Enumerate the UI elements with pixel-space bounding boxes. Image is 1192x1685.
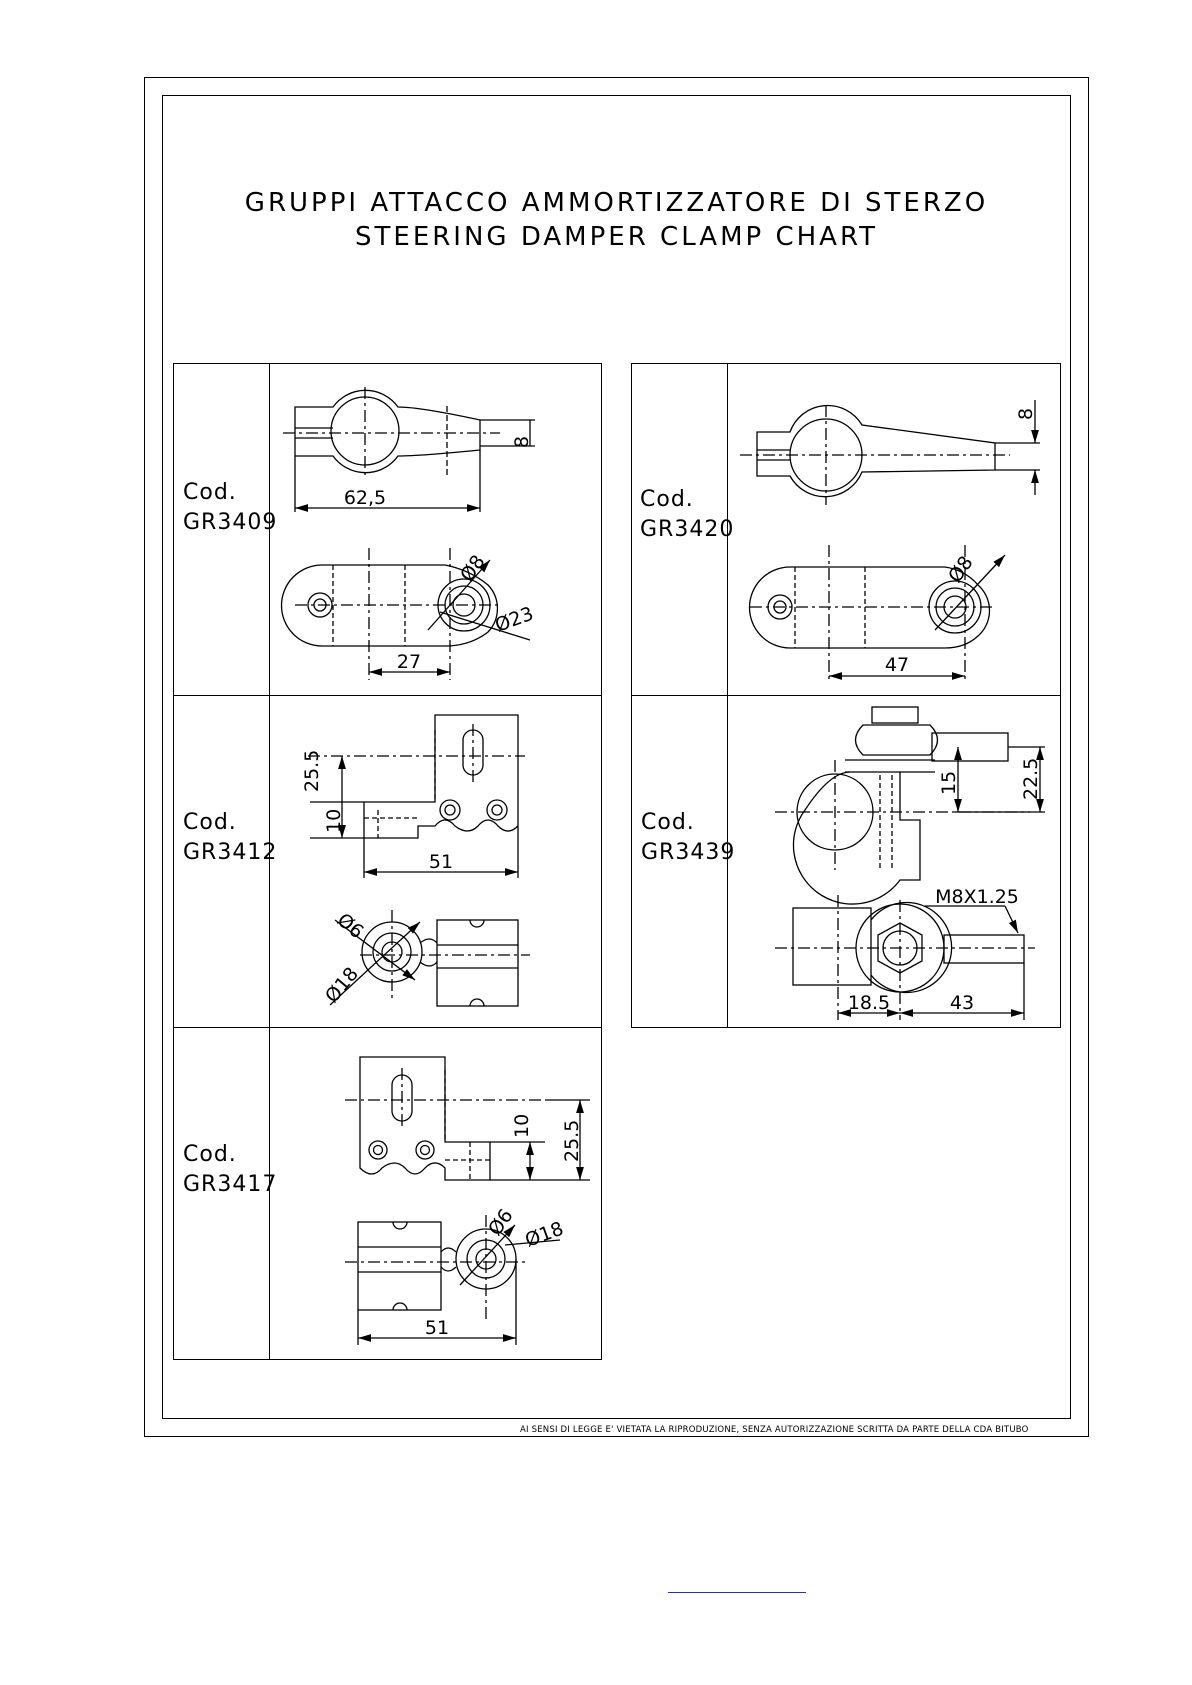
dim-18-5: 18.5 xyxy=(847,992,891,1014)
gr3439-top-view xyxy=(775,895,1035,1020)
gr3420-top-view xyxy=(740,400,1040,505)
code-value: GR3412 xyxy=(183,840,278,865)
hyperlink-underline[interactable] xyxy=(668,1591,806,1593)
dim-dia-6-gr3412: Ø6 xyxy=(332,908,368,944)
chart-title-english: STEERING DAMPER CLAMP CHART xyxy=(355,222,878,252)
dim-dia-8-gr3420: Ø8 xyxy=(944,552,978,587)
dim-10: 10 xyxy=(323,808,345,833)
code-value: GR3439 xyxy=(641,840,736,865)
dim-25-5: 25.5 xyxy=(301,749,323,792)
dim-25-5-gr3417: 25.5 xyxy=(561,1119,583,1162)
copyright-notice: AI SENSI DI LEGGE E' VIETATA LA RIPRODUZIONE, SENZA AUTORIZZAZIONE SCRITTA DA PARTE DELLA CDA BITUBO xyxy=(520,1425,1029,1435)
dim-10-gr3417: 10 xyxy=(511,1113,533,1138)
code-value: GR3417 xyxy=(183,1172,278,1197)
dim-62-5: 62,5 xyxy=(343,487,387,509)
dim-15: 15 xyxy=(938,770,960,795)
gr3409-top-view xyxy=(283,387,535,512)
dim-47: 47 xyxy=(884,654,910,676)
code-prefix: Cod. xyxy=(183,1142,237,1167)
gr3417-front-view xyxy=(345,1057,590,1180)
dim-dia-18-gr3412: Ø18 xyxy=(320,963,363,1008)
code-prefix: Cod. xyxy=(183,480,237,505)
dim-51-gr3412: 51 xyxy=(428,851,454,873)
code-prefix: Cod. xyxy=(183,810,237,835)
chart-title-italian: GRUPPI ATTACCO AMMORTIZZATORE DI STERZO xyxy=(244,188,989,218)
dim-22-5: 22.5 xyxy=(1020,757,1042,800)
dim-dia-23: Ø23 xyxy=(492,602,537,637)
dim-51-gr3417: 51 xyxy=(424,1317,450,1339)
dim-43: 43 xyxy=(949,992,975,1014)
dim-27: 27 xyxy=(396,651,422,673)
dim-m8x1-25: M8X1.25 xyxy=(935,886,1019,908)
code-prefix: Cod. xyxy=(641,810,695,835)
code-prefix: Cod. xyxy=(640,487,694,512)
code-value: GR3409 xyxy=(183,510,278,535)
dim-8-top: 8 xyxy=(511,435,533,448)
dim-dia-8: Ø8 xyxy=(456,551,490,586)
code-value: GR3420 xyxy=(640,517,735,542)
dim-dia-6-gr3417: Ø6 xyxy=(484,1205,518,1240)
dim-8-gr3420: 8 xyxy=(1015,407,1037,420)
gr3439-front-view xyxy=(775,707,1045,904)
dim-dia-18-gr3417: Ø18 xyxy=(522,1217,567,1252)
gr3412-front-view xyxy=(308,715,525,878)
